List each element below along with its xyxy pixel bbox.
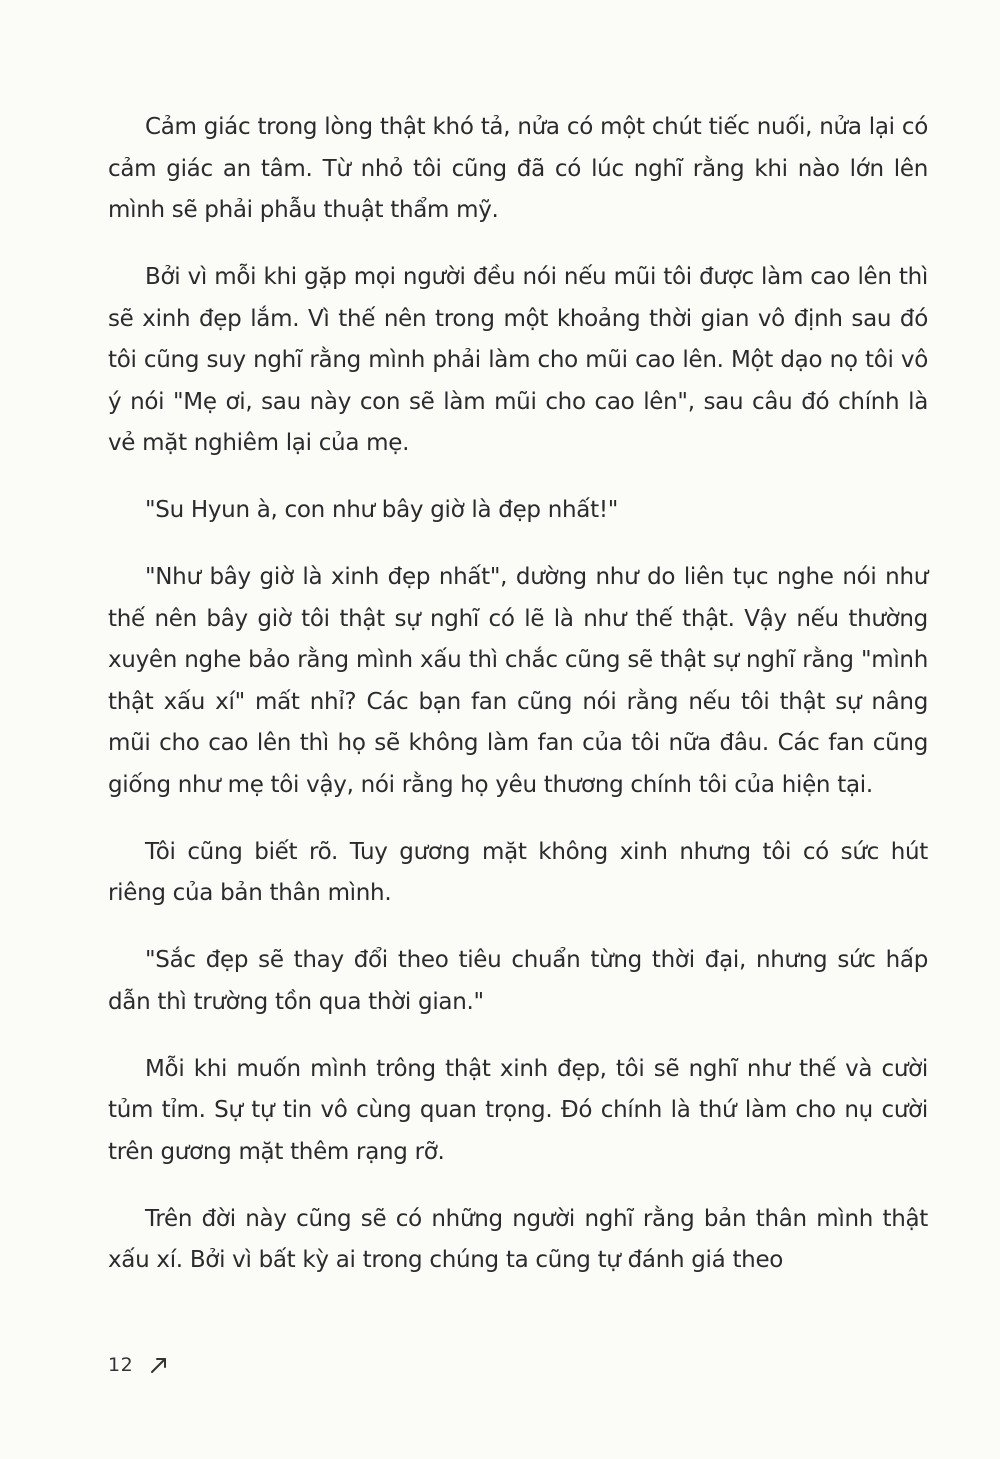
paragraph: Tôi cũng biết rõ. Tuy gương mặt không xinh nhưng tôi có sức hút riêng của bản thân mình. (108, 838, 928, 906)
arrow-up-right-icon (149, 1355, 169, 1375)
page-body (108, 107, 928, 1307)
paragraph: "Như bây giờ là xinh đẹp nhất", dường như do liên tục nghe nói như thế nên bây giờ tôi thật sự nghĩ có lẽ là như thế thật. Vậy nếu thường xuyên nghe bảo rằng mình xấu thì chắc cũng sẽ thật sự nghĩ rằng "mình thật xấu xí" mất nhỉ? Các bạn fan cũng nói rằng nếu tôi thật sự nâng mũi cho cao lên thì họ sẽ không làm fan của tôi nữa đâu. Các fan cũng giống như mẹ tôi vậy, nói rằng họ yêu thương chính tôi của hiện tại. (108, 564, 928, 798)
page-number: 12 (108, 1354, 134, 1376)
paragraph: Mỗi khi muốn mình trông thật xinh đẹp, tôi sẽ nghĩ như thế và cười tủm tỉm. Sự tự tin vô cùng quan trọng. Đó chính là thứ làm cho nụ cười trên gương mặt thêm rạng rỡ. (108, 1055, 928, 1165)
paragraph: Bởi vì mỗi khi gặp mọi người đều nói nếu mũi tôi được làm cao lên thì sẽ xinh đẹp lắm. Vì thế nên trong một khoảng thời gian vô định sau đó tôi cũng suy nghĩ rằng mình phải làm cho mũi cao lên. Một dạo nọ tôi vô ý nói "Mẹ ơi, sau này con sẽ làm mũi cho cao lên", sau câu đó chính là vẻ mặt nghiêm lại của mẹ. (108, 264, 928, 456)
paragraph: "Su Hyun à, con như bây giờ là đẹp nhất!" (145, 497, 619, 523)
paragraph: Trên đời này cũng sẽ có những người nghĩ rằng bản thân mình thật xấu xí. Bởi vì bất kỳ ai trong chúng ta cũng tự đánh giá theo (108, 1205, 928, 1273)
paragraph: Cảm giác trong lòng thật khó tả, nửa có một chút tiếc nuối, nửa lại có cảm giác an tâm. Từ nhỏ tôi cũng đã có lúc nghĩ rằng khi nào lớn lên mình sẽ phải phẫu thuật thẩm mỹ. (108, 114, 928, 223)
page-footer (108, 1354, 169, 1376)
paragraph: "Sắc đẹp sẽ thay đổi theo tiêu chuẩn từng thời đại, nhưng sức hấp dẫn thì trường tồn qua thời gian." (108, 947, 928, 1015)
